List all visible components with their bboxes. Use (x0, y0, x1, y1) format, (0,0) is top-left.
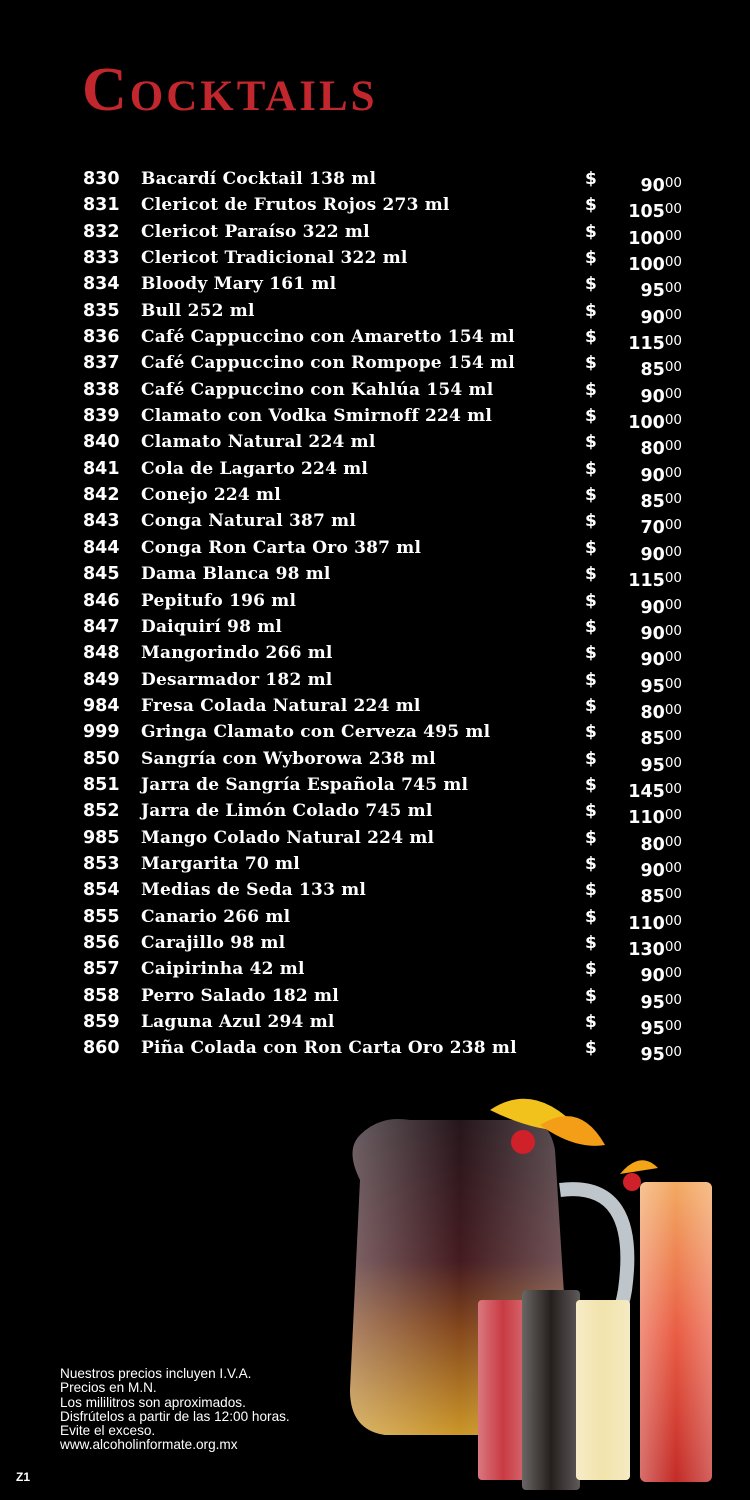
item-name: Clamato Natural 224 ml (141, 432, 376, 453)
price-cents: 00 (664, 1018, 682, 1034)
price-cents: 00 (664, 701, 682, 718)
item-name: Dama Blanca 98 ml (141, 564, 331, 585)
item-name: Daiquirí 98 ml (141, 616, 283, 637)
menu-item (0, 772, 750, 802)
price-cents: 00 (664, 807, 682, 824)
item-code: 852 (83, 801, 120, 822)
item-code: 832 (83, 221, 120, 242)
currency-symbol: $ (585, 880, 597, 901)
item-code: 856 (83, 932, 120, 953)
menu-item (0, 904, 750, 934)
price-cents: 00 (664, 622, 682, 639)
price-cents: 00 (664, 570, 682, 587)
currency-symbol: $ (585, 511, 597, 532)
price-whole: 90 (640, 623, 665, 644)
currency-symbol: $ (585, 774, 597, 795)
menu-item (0, 877, 750, 908)
price-cents: 00 (664, 912, 682, 929)
menu-item (0, 298, 750, 328)
currency-symbol: $ (585, 748, 597, 769)
price-cents: 00 (664, 333, 682, 350)
menu-item (0, 640, 750, 671)
price-cents: 00 (664, 359, 682, 376)
item-name: Café Cappuccino con Kahlúa 154 ml (141, 379, 494, 400)
note-ml: Los mililitros son aproximados. (60, 1394, 246, 1410)
item-name: Bacardí Cocktail 138 ml (141, 169, 377, 189)
item-code: 860 (83, 1038, 120, 1059)
menu-item (0, 350, 750, 381)
item-name: Jarra de Limón Colado 745 ml (141, 801, 433, 822)
item-code: 859 (83, 1012, 120, 1032)
price-whole: 90 (640, 465, 665, 486)
menu-list (0, 166, 750, 1066)
item-name: Canario 266 ml (141, 906, 291, 927)
item-code: 857 (83, 959, 120, 980)
item-code: 843 (83, 511, 120, 532)
price-cents: 00 (664, 728, 682, 745)
item-name: Fresa Colada Natural 224 ml (141, 695, 421, 716)
item-name: Café Cappuccino con Rompope 154 ml (141, 353, 515, 374)
menu-item (0, 1009, 750, 1039)
item-code: 842 (83, 485, 120, 506)
currency-symbol: $ (585, 827, 597, 848)
currency-symbol: $ (585, 300, 597, 321)
price-whole: 95 (640, 676, 665, 697)
item-name: Mangorindo 266 ml (141, 643, 333, 664)
menu-item (0, 798, 750, 829)
item-code: 845 (83, 564, 120, 585)
menu-item (0, 825, 750, 855)
price-whole: 90 (640, 650, 665, 671)
price-whole: 90 (640, 966, 665, 987)
price-whole: 85 (640, 360, 665, 381)
item-name: Perro Salado 182 ml (141, 985, 339, 1006)
item-code: 831 (83, 195, 120, 216)
menu-item (0, 166, 750, 196)
menu-item (0, 271, 750, 302)
item-code: 836 (83, 327, 120, 348)
note-moderation: Evite el exceso. (60, 1423, 156, 1439)
currency-symbol: $ (585, 327, 597, 348)
menu-item (0, 1035, 750, 1066)
menu-item (0, 719, 750, 750)
menu-item (0, 324, 750, 355)
price-whole: 90 (640, 176, 665, 196)
menu-item (0, 930, 750, 960)
item-name: Clericot Tradicional 322 ml (141, 248, 408, 269)
item-name: Clericot de Frutos Rojos 273 ml (141, 195, 450, 216)
menu-item (0, 456, 750, 486)
currency-symbol: $ (585, 485, 597, 506)
item-name: Laguna Azul 294 ml (141, 1012, 335, 1032)
price-cents: 00 (664, 306, 682, 323)
currency-symbol: $ (585, 406, 597, 427)
item-name: Piña Colada con Ron Carta Oro 238 ml (141, 1038, 517, 1059)
price-cents: 00 (664, 833, 682, 850)
item-name: Mango Colado Natural 224 ml (141, 827, 435, 848)
price-cents: 00 (664, 991, 682, 1008)
price-whole: 130 (628, 939, 665, 960)
price-cents: 00 (664, 385, 682, 402)
item-name: Conga Natural 387 ml (141, 511, 357, 532)
menu-item (0, 667, 750, 697)
item-code: 839 (83, 406, 120, 427)
price-whole: 85 (640, 729, 665, 750)
price-whole: 90 (640, 860, 665, 881)
item-name: Conga Ron Carta Oro 387 ml (141, 537, 422, 558)
currency-symbol: $ (585, 801, 597, 822)
currency-symbol: $ (585, 722, 597, 743)
price-cents: 00 (664, 938, 682, 955)
menu-item (0, 561, 750, 592)
price-whole: 115 (628, 571, 665, 592)
page-title: Cocktails (82, 56, 378, 124)
price-cents: 00 (664, 254, 682, 271)
currency-symbol: $ (585, 169, 597, 189)
item-code: 853 (83, 853, 120, 874)
price-whole: 90 (640, 307, 665, 328)
price-whole: 110 (628, 808, 665, 829)
item-code: 858 (83, 985, 120, 1006)
currency-symbol: $ (585, 195, 597, 216)
item-code: 854 (83, 880, 120, 901)
note-website[interactable]: www.alcoholinformate.org.mx (60, 1437, 238, 1453)
item-code: 999 (83, 722, 120, 743)
note-hours: Disfrútelos a partir de las 12:00 horas. (60, 1408, 290, 1424)
item-name: Bloody Mary 161 ml (141, 274, 337, 295)
menu-item (0, 851, 750, 881)
price-whole: 100 (628, 413, 665, 434)
item-code: 833 (83, 248, 120, 269)
item-name: Jarra de Sangría Española 745 ml (141, 774, 469, 795)
item-code: 841 (83, 458, 120, 479)
menu-item (0, 403, 750, 434)
item-code: 834 (83, 274, 120, 295)
item-name: Clericot Paraíso 322 ml (141, 221, 370, 242)
menu-item (0, 245, 750, 276)
price-cents: 00 (664, 175, 682, 191)
menu-item (0, 192, 750, 223)
menu-item (0, 429, 750, 460)
price-whole: 95 (640, 1045, 665, 1066)
item-price (640, 1039, 682, 1068)
item-code: 855 (83, 906, 120, 927)
price-cents: 00 (664, 754, 682, 771)
currency-symbol: $ (585, 932, 597, 953)
price-whole: 80 (640, 834, 665, 855)
price-whole: 100 (628, 255, 665, 276)
currency-symbol: $ (585, 906, 597, 927)
currency-symbol: $ (585, 959, 597, 980)
currency-symbol: $ (585, 1012, 597, 1032)
price-whole: 95 (640, 281, 665, 302)
currency-symbol: $ (585, 221, 597, 242)
price-whole: 105 (628, 202, 665, 223)
price-cents: 00 (664, 859, 682, 876)
item-code: 850 (83, 748, 120, 769)
page-number: Z1 (16, 1470, 31, 1484)
price-cents: 00 (664, 780, 682, 797)
price-whole: 90 (640, 544, 665, 565)
item-code: 847 (83, 616, 120, 637)
price-whole: 70 (640, 518, 665, 539)
currency-symbol: $ (585, 643, 597, 664)
price-whole: 100 (628, 228, 665, 249)
price-whole: 145 (628, 781, 665, 802)
item-code: 844 (83, 537, 120, 558)
price-whole: 80 (640, 439, 665, 460)
price-cents: 00 (664, 412, 682, 429)
price-cents: 00 (664, 543, 682, 560)
currency-symbol: $ (585, 458, 597, 479)
item-code: 849 (83, 669, 120, 690)
item-name: Pepitufo 196 ml (141, 590, 297, 611)
item-code: 830 (83, 169, 120, 189)
currency-symbol: $ (585, 564, 597, 585)
price-cents: 00 (664, 965, 682, 982)
item-name: Carajillo 98 ml (141, 932, 286, 953)
note-iva: Nuestros precios incluyen I.V.A. (60, 1366, 252, 1381)
menu-item (0, 377, 750, 407)
price-cents: 00 (664, 596, 682, 613)
price-whole: 95 (640, 1019, 665, 1039)
menu-item (0, 956, 750, 987)
item-name: Gringa Clamato con Cerveza 495 ml (141, 722, 491, 743)
price-cents: 00 (664, 1044, 682, 1061)
price-cents: 00 (664, 280, 682, 297)
price-whole: 85 (640, 492, 665, 513)
currency-symbol: $ (585, 248, 597, 269)
price-whole: 80 (640, 702, 665, 723)
price-whole: 110 (628, 913, 665, 934)
menu-item (0, 746, 750, 776)
price-cents: 00 (664, 464, 682, 481)
item-code: 846 (83, 590, 120, 611)
item-name: Bull 252 ml (141, 300, 255, 321)
price-cents: 00 (664, 675, 682, 692)
item-code: 851 (83, 774, 120, 795)
price-cents: 00 (664, 201, 682, 218)
price-cents: 00 (664, 227, 682, 244)
item-name: Cola de Lagarto 224 ml (141, 458, 369, 479)
item-name: Sangría con Wyborowa 238 ml (141, 748, 436, 769)
currency-symbol: $ (585, 1038, 597, 1059)
currency-symbol: $ (585, 695, 597, 716)
item-code: 984 (83, 695, 120, 716)
currency-symbol: $ (585, 537, 597, 558)
item-code: 985 (83, 827, 120, 848)
price-whole: 95 (640, 755, 665, 776)
currency-symbol: $ (585, 985, 597, 1006)
menu-item (0, 508, 750, 539)
price-cents: 00 (664, 438, 682, 455)
item-code: 838 (83, 379, 120, 400)
price-whole: 85 (640, 887, 665, 908)
item-code: 840 (83, 432, 120, 453)
price-cents: 00 (664, 517, 682, 534)
menu-item (0, 535, 750, 565)
price-whole: 90 (640, 597, 665, 618)
notes (60, 1367, 290, 1453)
item-name: Clamato con Vodka Smirnoff 224 ml (141, 406, 493, 427)
item-name: Conejo 224 ml (141, 485, 281, 506)
item-code: 848 (83, 643, 120, 664)
item-name: Desarmador 182 ml (141, 669, 333, 690)
currency-symbol: $ (585, 669, 597, 690)
item-code: 835 (83, 300, 120, 321)
item-code: 837 (83, 353, 120, 374)
cocktails-photo (340, 1090, 750, 1500)
currency-symbol: $ (585, 379, 597, 400)
menu-item (0, 983, 750, 1013)
menu-item (0, 614, 750, 644)
currency-symbol: $ (585, 274, 597, 295)
menu-item (0, 219, 750, 249)
item-name: Caipirinha 42 ml (141, 959, 305, 980)
currency-symbol: $ (585, 353, 597, 374)
item-name: Medias de Seda 133 ml (141, 880, 367, 901)
note-currency: Precios en M.N. (60, 1380, 157, 1396)
menu-item (0, 482, 750, 513)
price-whole: 95 (640, 992, 665, 1013)
menu-item (0, 693, 750, 723)
item-name: Margarita 70 ml (141, 853, 300, 874)
item-name: Café Cappuccino con Amaretto 154 ml (141, 327, 515, 348)
price-whole: 90 (640, 386, 665, 407)
currency-symbol: $ (585, 853, 597, 874)
menu-item (0, 588, 750, 618)
price-cents: 00 (664, 649, 682, 666)
price-cents: 00 (664, 491, 682, 508)
currency-symbol: $ (585, 590, 597, 611)
price-whole: 115 (628, 334, 665, 355)
currency-symbol: $ (585, 432, 597, 453)
currency-symbol: $ (585, 616, 597, 637)
price-cents: 00 (664, 886, 682, 903)
